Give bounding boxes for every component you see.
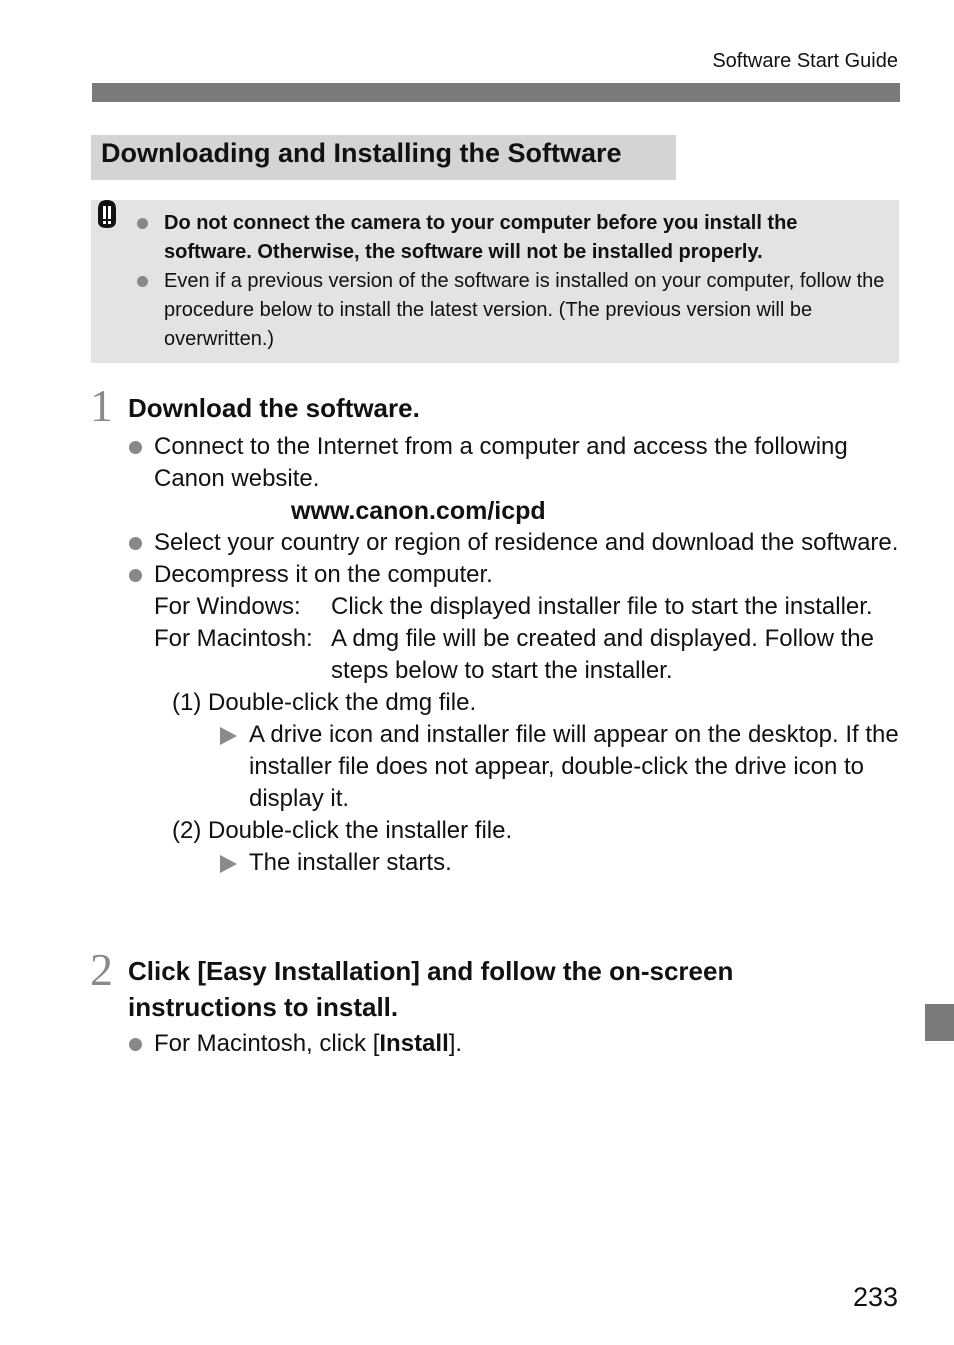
list-item: Select your country or region of residence and download the software. (128, 527, 900, 559)
page-number: 233 (852, 1282, 898, 1312)
caution-text: Do not connect the camera to your computer before you install the software. Otherwise, the software will not be installed properly. (164, 212, 798, 263)
bullet-icon (137, 218, 148, 229)
arrow-right-icon (220, 727, 237, 745)
caution-icon (92, 199, 122, 229)
caution-item (136, 267, 886, 354)
caution-item (136, 209, 886, 267)
step-title: Download the software. (128, 393, 420, 423)
windows-row (154, 591, 900, 623)
sub-step: (1) Double-click the dmg file. (172, 689, 477, 716)
os-text: A dmg file will be created and displayed. Follow the steps below to start the installer. (331, 625, 874, 684)
website-url: www.canon.com/icpd (291, 497, 546, 525)
install-label: Install (379, 1030, 449, 1057)
result-line: The installer starts. (154, 847, 900, 879)
result-line: A drive icon and installer file will appear on the desktop. If the installer file does not appear, double-click the drive icon to display it. (154, 719, 900, 815)
mac-row (154, 623, 900, 687)
arrow-right-icon (220, 855, 237, 873)
sub-step: (2) Double-click the installer file. (172, 817, 513, 844)
step-2-body (128, 1028, 900, 1060)
list-item: Decompress it on the computer. For Windows: Click the displayed installer file to start the installer. For Macintosh: A dmg file will be created and displayed. Follow the steps below to start the installer. (1) Double-click the dmg file. A drive icon and installer file will appear on the desktop. If the installer file does not appear, double-click the drive icon to display it. (2) Double-click the installer file. The installer starts. (128, 559, 900, 879)
caution-text: Even if a previous version of the software is installed on your computer, follow the procedure below to install the latest version. (The previous version will be overwritten.) (164, 270, 885, 350)
bullet-icon (137, 276, 148, 287)
step-number: 1 (90, 380, 113, 431)
list-item: For Macintosh, click [Install]. (128, 1028, 900, 1060)
step-title: Click [Easy Installation] and follow the on-screen instructions to install. (128, 956, 734, 1022)
bullet-icon (129, 441, 142, 454)
chapter-tab (925, 1004, 954, 1041)
step-1-body (128, 431, 900, 879)
step-number: 2 (90, 944, 113, 995)
caution-list (136, 209, 886, 354)
list-item: Connect to the Internet from a computer and access the following Canon website. (128, 431, 900, 495)
bullet-icon (129, 1038, 142, 1051)
os-label: For Windows: (154, 593, 301, 620)
os-label: For Macintosh: (154, 625, 313, 652)
bullet-icon (129, 569, 142, 582)
bullet-icon (129, 537, 142, 550)
os-text: Click the displayed installer file to start the installer. (331, 593, 873, 620)
section-title: Downloading and Installing the Software (101, 138, 622, 168)
header-bar (92, 83, 900, 102)
running-header: Software Start Guide (712, 50, 898, 72)
